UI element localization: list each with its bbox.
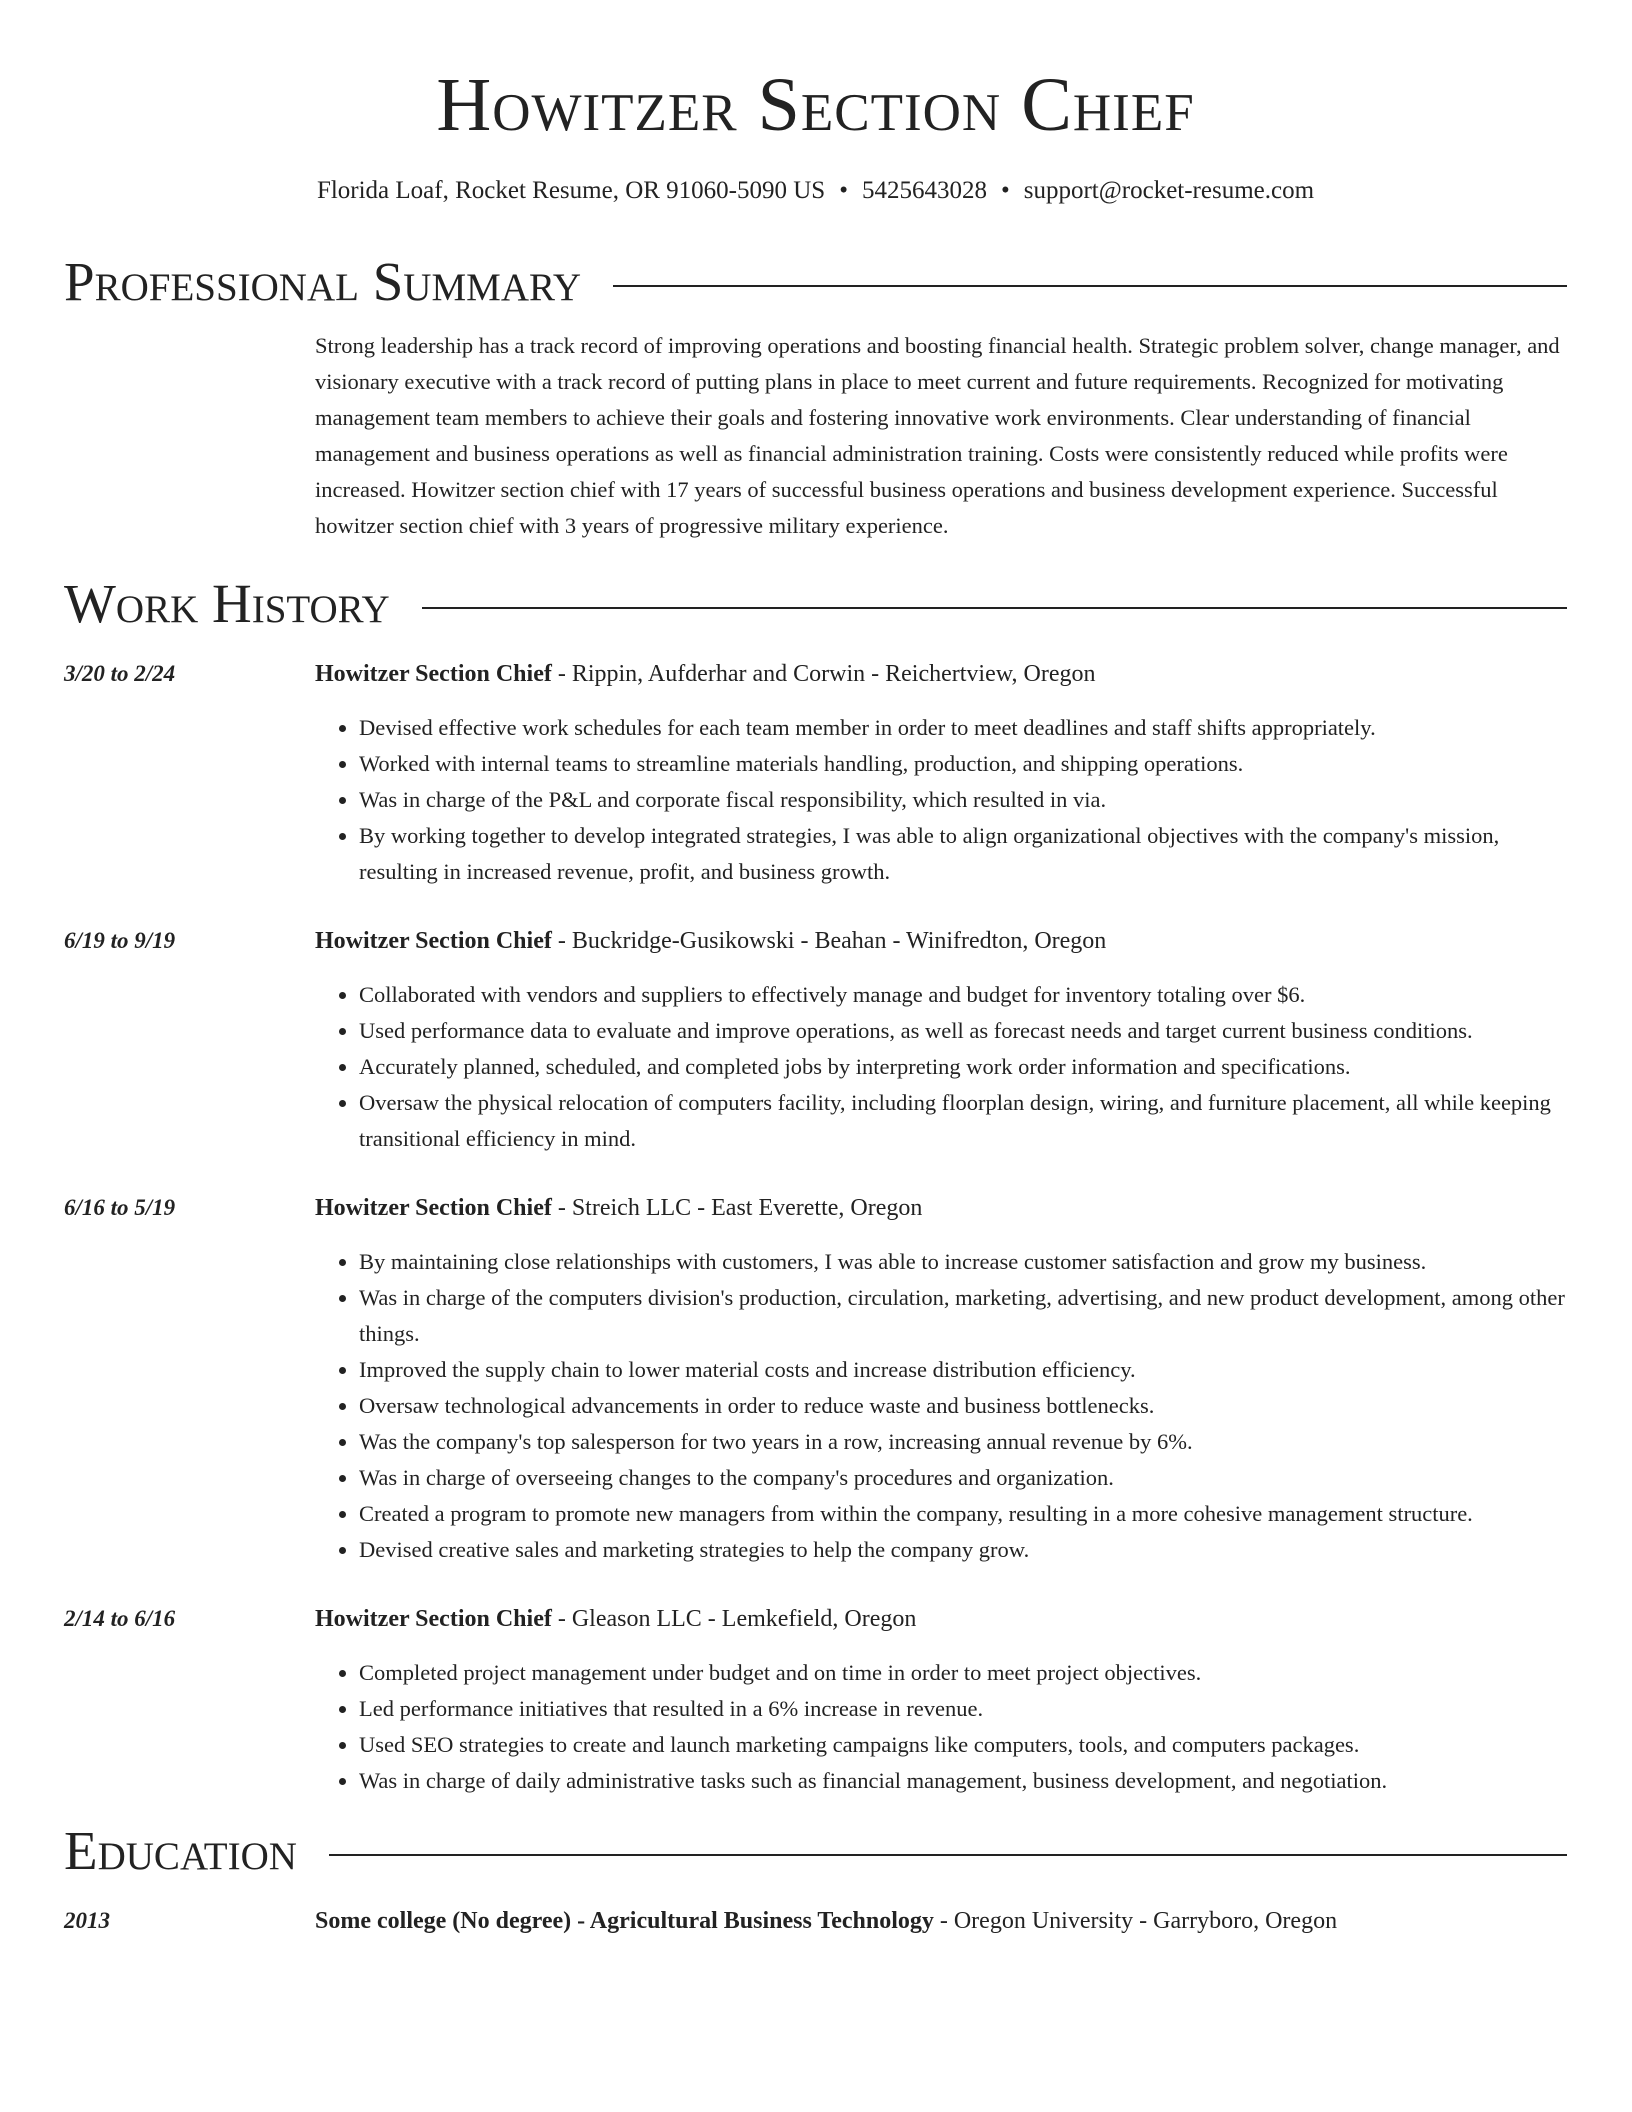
job-bullet: • Created a program to promote new managers from within the company, resulting in a more cohesive management structure.	[359, 1496, 1567, 1532]
job-dates: 2/14 to 6/16	[64, 1606, 176, 1631]
contact-separator: •	[1000, 177, 1010, 204]
job-bullet: • Completed project management under budget and on time in order to meet project objectives.	[359, 1655, 1567, 1691]
job-bullet-list	[315, 1244, 1567, 1568]
job-employer: - Gleason LLC - Lemkefield, Oregon	[551, 1606, 917, 1632]
work-section-header	[64, 570, 1567, 638]
job-bullet: • Used performance data to evaluate and improve operations, as well as forecast needs and target current business conditions.	[359, 1013, 1567, 1049]
job-bullet: • Led performance initiatives that resulted in a 6% increase in revenue.	[359, 1691, 1567, 1727]
contact-address: Florida Loaf, Rocket Resume, OR 91060-5090 US	[316, 177, 826, 204]
job-bullet: • Oversaw technological advancements in order to reduce waste and business bottlenecks.	[359, 1388, 1567, 1424]
section-divider	[422, 607, 1567, 609]
job-bullet-list	[315, 977, 1567, 1157]
education-year: 2013	[64, 1908, 110, 1933]
job-title: Howitzer Section Chief	[315, 1195, 552, 1221]
section-divider	[613, 285, 1567, 287]
job-bullet: • By working together to develop integrated strategies, I was able to align organizational objectives with the company's mission, resulting in increased revenue, profit, and business growth.	[359, 818, 1567, 890]
work-heading: Work History	[64, 573, 390, 634]
contact-phone: 5425643028	[861, 177, 987, 204]
summary-section-header	[64, 248, 1567, 316]
education-heading: Education	[64, 1820, 297, 1881]
education-degree: Some college (No degree) - Agricultural Business Technology	[315, 1908, 934, 1934]
job-entry	[64, 656, 1567, 890]
education-school: - Oregon University - Garryboro, Oregon	[933, 1908, 1338, 1934]
education-entry	[64, 1903, 1567, 1939]
job-bullet: • Collaborated with vendors and suppliers to effectively manage and budget for inventory totaling over $6.	[359, 977, 1567, 1013]
job-bullet: • Devised effective work schedules for each team member in order to meet deadlines and staff shifts appropriately.	[359, 710, 1567, 746]
summary-heading: Professional Summary	[64, 251, 582, 312]
job-employer: - Streich LLC - East Everette, Oregon	[551, 1195, 923, 1221]
job-bullet: • Oversaw the physical relocation of computers facility, including floorplan design, wiring, and furniture placement, all while keeping transitional efficiency in mind.	[359, 1085, 1567, 1157]
contact-separator: •	[839, 177, 848, 204]
job-entry	[64, 923, 1567, 1157]
job-bullet-list	[315, 710, 1567, 890]
job-bullet: • Worked with internal teams to streamline materials handling, production, and shipping operations.	[359, 746, 1567, 782]
job-bullet: • Was in charge of overseeing changes to the company's procedures and organization.	[359, 1460, 1567, 1496]
section-divider	[329, 1854, 1567, 1856]
job-bullet: • Used SEO strategies to create and launch marketing campaigns like computers, tools, and computers packages.	[359, 1727, 1567, 1763]
job-title: Howitzer Section Chief	[315, 1606, 552, 1632]
job-entry	[64, 1190, 1567, 1568]
job-dates: 6/19 to 9/19	[64, 928, 176, 953]
summary-text: Strong leadership has a track record of improving operations and boosting financial health. Strategic problem solver, change manager, and visionary executive with a track record of putting plans in place to meet current and future requirements. Recognized for motivating management team members to achieve their goals and fostering innovative work environments. Clear understanding of financial management and business operations as well as financial administration training. Costs were consistently reduced while profits were increased. Howitzer section chief with 17 years of successful business operations and business development experience. Successful howitzer section chief with 3 years of progressive military experience.	[315, 333, 1560, 538]
education-line	[315, 1903, 1567, 1939]
job-bullet-list	[315, 1655, 1567, 1799]
job-bullet: • Was in charge of the P&L and corporate fiscal responsibility, which resulted in via.	[359, 782, 1567, 818]
job-title: Howitzer Section Chief	[315, 928, 552, 954]
job-employer: - Rippin, Aufderhar and Corwin - Reichertview, Oregon	[551, 661, 1096, 687]
job-bullet: • Was in charge of daily administrative tasks such as financial management, business development, and negotiation.	[359, 1763, 1567, 1799]
job-title-line	[315, 656, 1567, 692]
contact-email: support@rocket-resume.com	[1023, 177, 1315, 204]
job-title-line	[315, 1190, 1567, 1226]
job-entry	[64, 1601, 1567, 1799]
education-section-header	[64, 1817, 1567, 1885]
job-employer: - Buckridge-Gusikowski - Beahan - Winifredton, Oregon	[551, 928, 1107, 954]
job-dates: 6/16 to 5/19	[64, 1195, 176, 1220]
job-bullet: • Was the company's top salesperson for two years in a row, increasing annual revenue by 6%.	[359, 1424, 1567, 1460]
job-title: Howitzer Section Chief	[315, 661, 552, 687]
job-dates: 3/20 to 2/24	[64, 661, 176, 686]
resume-page	[64, 0, 1567, 1939]
job-bullet: • By maintaining close relationships with customers, I was able to increase customer satisfaction and grow my business.	[359, 1244, 1567, 1280]
candidate-name: Howitzer Section Chief	[436, 63, 1195, 147]
contact-line	[64, 176, 1567, 206]
job-title-line	[315, 923, 1567, 959]
job-bullet: • Improved the supply chain to lower material costs and increase distribution efficiency.	[359, 1352, 1567, 1388]
job-bullet: • Devised creative sales and marketing strategies to help the company grow.	[359, 1532, 1567, 1568]
job-title-line	[315, 1601, 1567, 1637]
job-bullet: • Was in charge of the computers division's production, circulation, marketing, advertising, and new product development, among other things.	[359, 1280, 1567, 1352]
job-bullet: • Accurately planned, scheduled, and completed jobs by interpreting work order information and specifications.	[359, 1049, 1567, 1085]
